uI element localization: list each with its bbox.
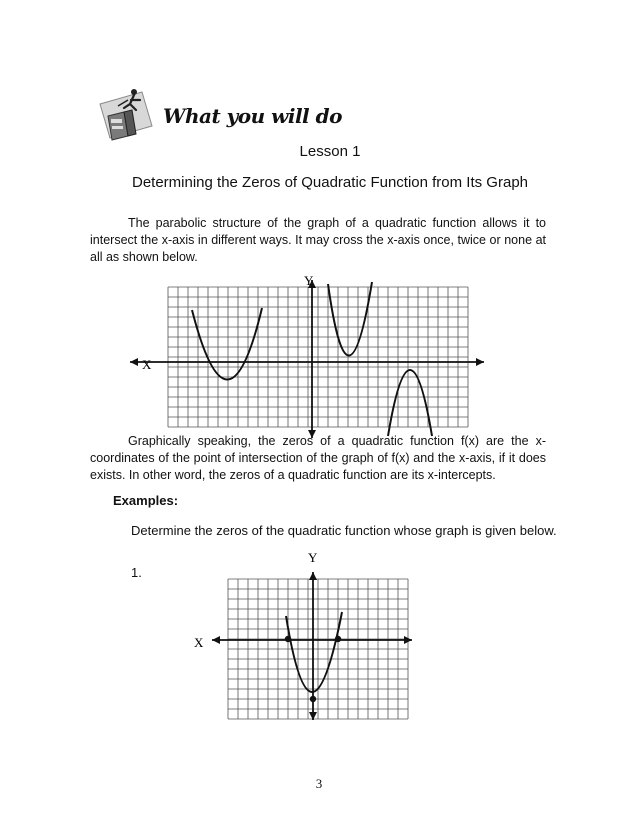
parabola <box>286 612 342 692</box>
example1-graph <box>190 550 420 725</box>
zero-point-right <box>335 636 341 642</box>
graph-grid <box>168 287 468 427</box>
example-number: 1. <box>131 565 142 580</box>
section-title: What you will do <box>163 104 342 128</box>
vertex-point <box>310 696 316 702</box>
x-axis-arrow-left <box>212 636 220 644</box>
parabolas-graph <box>130 270 500 440</box>
graph-grid <box>228 579 408 719</box>
parabola-opening-down <box>388 370 432 436</box>
x-axis-arrow-left <box>130 358 138 366</box>
graph1-x-label: X <box>142 357 152 372</box>
lesson-title: Determining the Zeros of Quadratic Function from Its Graph <box>132 174 528 191</box>
examples-instruction: Determine the zeros of the quadratic function whose graph is given below. <box>131 523 557 538</box>
x-axis-arrow-right <box>476 358 484 366</box>
graph2-x-label: X <box>194 635 204 650</box>
parabola-no-zeros <box>328 282 372 356</box>
zero-point-left <box>285 636 291 642</box>
lesson-label: Lesson 1 <box>299 143 361 160</box>
examples-heading: Examples: <box>113 493 179 508</box>
parabola-two-zeros <box>192 308 262 380</box>
page-number: 3 <box>315 776 323 791</box>
explanation-paragraph: Graphically speaking, the zeros of a quadratic function f(x) are the x-coordinates of the point of intersection of the graph of f(x) and the x-axis, if it does exists. In other word, the zeros of a quadratic function are its x-intercepts. <box>90 434 546 482</box>
intro-paragraph: The parabolic structure of the graph of a quadratic function allows it to intersect the x-axis in different ways. It may cross the x-axis once, twice or none at all as shown below. <box>90 216 546 264</box>
book-runner-icon <box>94 86 164 144</box>
graph2-y-label: Y <box>308 550 318 565</box>
y-axis-arrow-up <box>309 572 317 580</box>
graph1-y-label: Y <box>304 273 314 288</box>
